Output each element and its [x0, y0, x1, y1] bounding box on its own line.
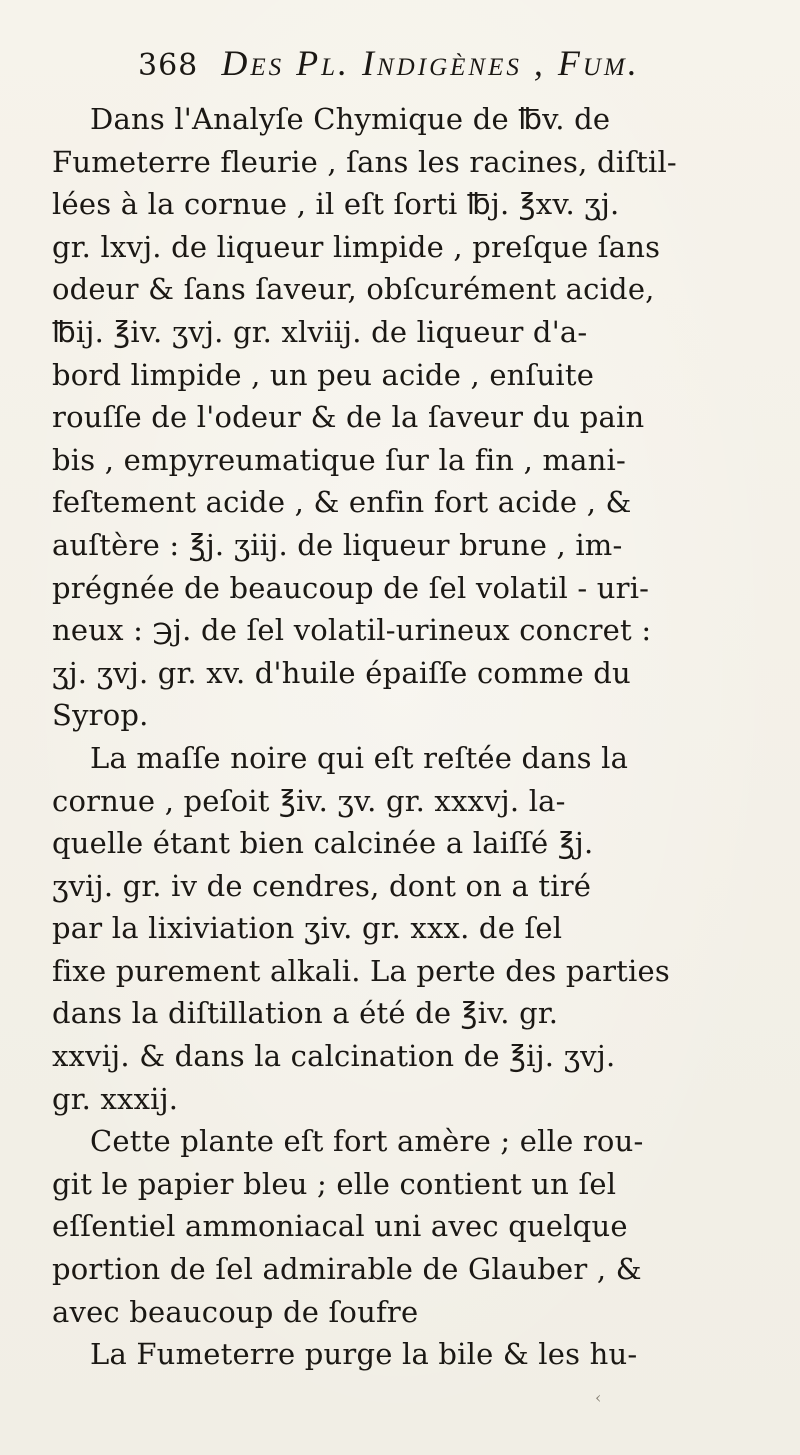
- text-line: par la lixiviation ʒiv. gr. xxx. de ſel: [52, 911, 563, 946]
- text-line: prégnée de beaucoup de ſel volatil - uri-: [52, 570, 650, 605]
- text-line: eſſentiel ammoniacal uni avec quelque: [52, 1209, 628, 1244]
- paragraph-properties: [52, 1120, 787, 1333]
- paragraph-uses: [52, 1333, 787, 1376]
- text-line: git le papier bleu ; elle contient un ſel: [52, 1166, 617, 1201]
- body-text: [52, 98, 787, 1376]
- page-header: [138, 42, 778, 92]
- text-line: Dans l'Analyſe Chymique de ℔v. de: [90, 102, 611, 136]
- text-line: odeur & ſans ſaveur, obſcurément acide,: [52, 272, 655, 307]
- text-line: dans la diſtillation a été de ℥iv. gr.: [52, 996, 559, 1031]
- text-line: bord limpide , un peu acide , enſuite: [52, 357, 595, 392]
- running-title: Des Pl. Indigènes , Fum.: [221, 43, 640, 83]
- page-mark-icon: ‹: [595, 1388, 602, 1407]
- text-line: quelle étant bien calcinée a laiſſé ℥j.: [52, 826, 594, 861]
- text-line: feſtement acide , & enfin fort acide , &: [52, 485, 632, 520]
- text-line: ʒvij. gr. iv de cendres, dont on a tiré: [52, 868, 592, 903]
- text-line: auſtère : ℥j. ʒiij. de liqueur brune , im-: [52, 527, 623, 562]
- text-line: neux : ℈j. de ſel volatil-urineux concret :: [52, 613, 652, 648]
- text-line: portion de ſel admirable de Glauber , &: [52, 1252, 642, 1287]
- text-line: cornue , peſoit ℥iv. ʒv. gr. xxxvj. la-: [52, 783, 566, 818]
- text-line: rouſſe de l'odeur & de la ſaveur du pain: [52, 400, 645, 435]
- text-line: gr. lxvj. de liqueur limpide , preſque ſans: [52, 229, 661, 264]
- text-line: fixe purement alkali. La perte des parties: [52, 953, 670, 988]
- text-line: ℔ij. ℥iv. ʒvj. gr. xlviij. de liqueur d'a-: [52, 314, 588, 349]
- text-line: La Fumeterre purge la bile & les hu-: [90, 1337, 638, 1372]
- paragraph-analysis: [52, 98, 787, 737]
- text-line: xxvij. & dans la calcination de ℥ij. ʒvj.: [52, 1039, 616, 1074]
- text-line: Syrop.: [52, 698, 149, 733]
- text-line: lées à la cornue , il eſt ſorti ℔j. ℥xv. ʒj.: [52, 187, 620, 222]
- text-line: ʒj. ʒvj. gr. xv. d'huile épaiſſe comme du: [52, 655, 631, 690]
- page-number: 368: [138, 48, 199, 83]
- text-line: gr. xxxij.: [52, 1081, 179, 1116]
- paragraph-residue: [52, 737, 787, 1120]
- text-line: bis , empyreumatique ſur la fin , mani-: [52, 442, 626, 477]
- text-line: Cette plante eſt fort amère ; elle rou-: [90, 1124, 644, 1159]
- text-line: Fumeterre fleurie , ſans les racines, diſtil-: [52, 144, 677, 179]
- text-line: avec beaucoup de ſoufre: [52, 1294, 419, 1329]
- text-line: La maſſe noire qui eſt reſtée dans la: [90, 740, 629, 775]
